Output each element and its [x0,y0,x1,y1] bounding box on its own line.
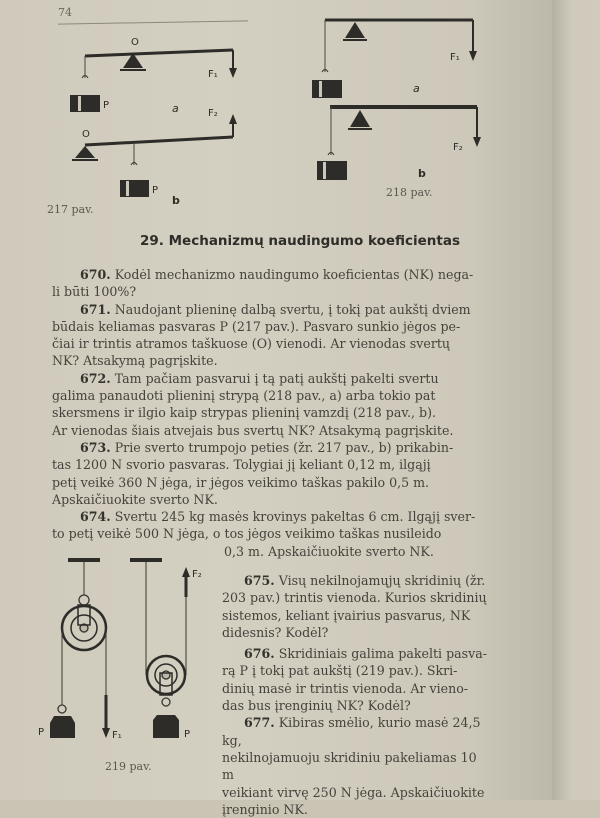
problems-text-block: 670. Kodėl mechanizmo naudingumo koeficientas (NK) nega- li būti 100%? 671. Naudojant plieninę dalbą svertu, į tokį pat aukštį dviem būdais keliamas pasvaras P (217 pav.). Pasvaro sunkio jėgos pe- čiai ir trintis atramos taškuose (O) vienodi. Ar vienodas svertų NK? Atsakymą pagrįskite. 672. Tam pačiam pasvarui į tą patį aukštį pakelti svertu galima panaudoti plieninį strypą (218 pav., a) arba tokio pat skersmens ir ilgio kaip strypas plieninį vamzdį (218 pav., b). Ar vienodas šiais atvejais bus svertų NK? Atsakymą pagrįskite. 673. Prie sverto trumpojo peties (žr. 217 pav., b) prikabin- tas 1200 N svorio pasvaras. Tolygiai jį keliant 0,12 m, ilgąjį petį veikė 360 N jėga, ir jėgos veikimo taškas pakilo 0,5 m. Apskaičiuokite sverto NK. 674. Svertu 245 kg masės krovinys pakeltas 6 cm. Ilgąjį sver- to petį veikė 500 N jėga, o tos jėgos veikimo taškas nusileido 0,3 m. Apskaičiuokite sverto NK. [52,266,497,560]
page-edge-shadow [552,0,600,800]
figure-217-caption: 217 pav. [47,203,94,216]
svg-text:P: P [184,729,191,740]
svg-text:F₁: F₁ [450,52,460,63]
svg-text:P: P [38,727,45,738]
svg-text:O: O [131,37,139,48]
svg-text:a: a [172,102,179,115]
figure-219-caption: 219 pav. [105,760,152,773]
svg-text:F₂: F₂ [453,142,463,153]
svg-text:P: P [152,185,159,196]
problem-670: 670. Kodėl mechanizmo naudingumo koeficientas (NK) nega- [80,267,474,282]
svg-text:b: b [418,167,426,180]
problem-674: 674. Svertu 245 kg masės krovinys pakeltas 6 cm. Ilgąjį sver- [80,509,476,525]
svg-text:O: O [82,129,90,140]
problem-673: 673. Prie sverto trumpojo peties (žr. 217 pav., b) prikabin- [80,439,454,455]
problem-677: 677. Kibiras smėlio, kurio masė 24,5 kg, [222,715,481,748]
problem-675: 675. Visų nekilnojamųjų skridinių (žr. [244,573,486,588]
svg-text:P: P [103,100,110,111]
figure-219-pulley-diagram [38,555,230,775]
figure-218-caption: 218 pav. [386,186,433,199]
svg-text:F₁: F₁ [112,730,122,741]
svg-text:a: a [413,82,420,95]
page-number: 74 [58,6,72,19]
figure-217-lever-diagram [60,30,280,220]
svg-text:b: b [172,194,180,207]
section-title: 29. Mechanizmų naudingumo koeficientas [140,233,460,249]
figure-218-lever-diagram [305,5,505,185]
svg-text:F₂: F₂ [208,108,218,119]
problems-right-column: 675. Visų nekilnojamųjų skridinių (žr. 203 pav.) trintis vienoda. Kurios skridinių sistemos, keliant įvairius pasvarus, NK didesnis? Kodėl? 676. Skridiniais galima pakelti pasva- rą P į tokį pat aukštį (219 pav.). Skri- dinių masė ir trintis vienoda. Ar vieno- das bus įrenginių NK? Kodėl? 677. Kibiras smėlio, kurio masė 24,5 kg, nekilnojamuoju skridiniu pakeliamas 10 m veikiant virvę 250 N jėga. Apskaičiuokite įrenginio NK. [222,572,492,818]
svg-text:F₂: F₂ [192,569,202,580]
svg-text:F₁: F₁ [208,69,218,80]
problem-676: 676. Skridiniais galima pakelti pasva- [244,646,488,662]
problem-672: 672. Tam pačiam pasvarui į tą patį aukštį pakelti svertu [80,370,439,386]
header-rule [58,20,248,24]
problem-671: 671. Naudojant plieninę dalbą svertu, į tokį pat aukštį dviem [80,301,471,317]
